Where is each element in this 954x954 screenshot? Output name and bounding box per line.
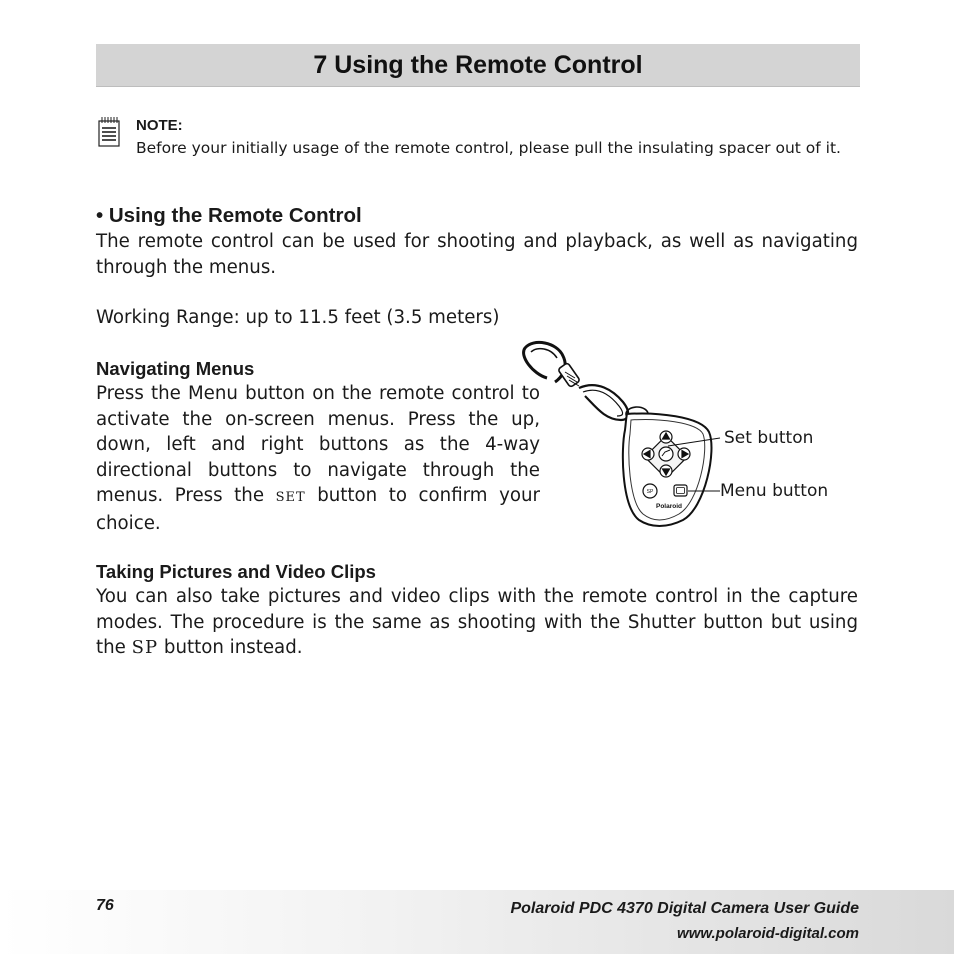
taking-heading: Taking Pictures and Video Clips [96, 561, 376, 582]
svg-text:SP: SP [646, 489, 654, 495]
menu-button-callout: Menu button [720, 481, 829, 501]
set-button-icon [659, 447, 673, 461]
taking-paragraph [96, 584, 858, 661]
taking-text-after: button instead. [163, 637, 303, 658]
section-heading: • Using the Remote Control [96, 204, 362, 227]
navigating-text-before: Press the Menu button on the remote control to activate the on-screen menus. Press the up, down, left and right buttons as the 4-way directional buttons to navigate through the menus. Press the [96, 383, 540, 506]
set-glyph: SET [275, 490, 306, 505]
navigating-text-after: button to confirm your choice. [96, 485, 540, 534]
set-button-callout: Set button [724, 428, 814, 448]
menu-button-icon [674, 485, 687, 496]
working-range: Working Range: up to 11.5 feet (3.5 meters) [96, 307, 500, 328]
page-number: 76 [96, 897, 114, 914]
navigating-heading: Navigating Menus [96, 358, 255, 379]
remote-control-illustration [505, 338, 725, 530]
remote-brand-label: Polaroid [655, 503, 683, 510]
sp-glyph: SP [131, 637, 159, 658]
chapter-title: 7 Using the Remote Control [313, 50, 643, 79]
note-icon [98, 116, 122, 148]
taking-text-before: You can also take pictures and video clips with the remote control in the capture modes. The procedure is the same as shooting with the Shutter button but using the [96, 586, 858, 658]
note-text: Before your initially usage of the remote control, please pull the insulating spacer out of it. [136, 139, 841, 157]
footer-url: www.polaroid-digital.com [677, 925, 859, 942]
note-label: NOTE: [136, 117, 183, 134]
footer-guide-title: Polaroid PDC 4370 Digital Camera User Guide [510, 900, 859, 917]
chapter-title-bar [96, 44, 860, 87]
intro-paragraph: The remote control can be used for shooting and playback, as well as navigating through the menus. [96, 231, 858, 278]
navigating-paragraph [96, 381, 540, 536]
